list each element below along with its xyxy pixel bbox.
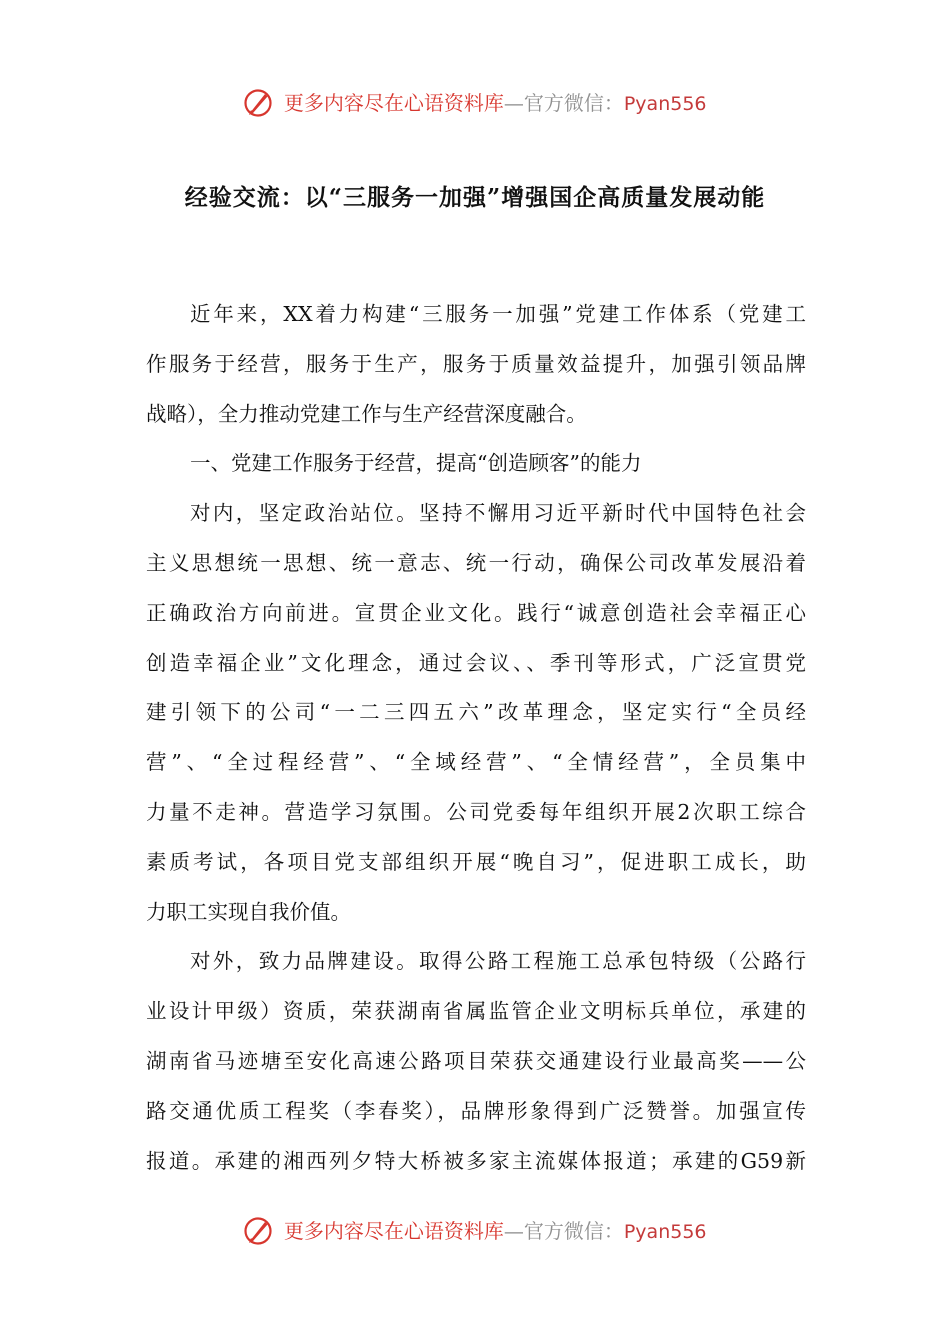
paragraph-line: 战略），全力推动党建工作与生产经营深度融合。 [146,401,587,426]
paragraph-line: 营”、“全过程经营”、“全域经营”、“全情经营”，全员集中 [146,750,806,775]
banner-dash: — [503,1219,524,1243]
paragraph-line: 素质考试，各项目党支部组织开展“晚自习”，促进职工成长，助 [146,849,806,874]
paragraph-line: 力量不走神。营造学习氛围。公司党委每年组织开展2次职工综合 [146,799,806,824]
quill-pen-logo-icon [243,88,273,118]
paragraph-line: 湖南省马迹塘至安化高速公路项目荣获交通建设行业最高奖——公 [146,1048,806,1073]
paragraph-line: 业设计甲级）资质，荣获湖南省属监管企业文明标兵单位，承建的 [146,999,806,1024]
banner-wechat-id: Pyan556 [623,1221,707,1243]
paragraph-line: 对外，致力品牌建设。取得公路工程施工总承包特级（公路行 [190,949,806,974]
paragraph-line: 创造幸福企业”文化理念，通过会议、、季刊等形式，广泛宣贯党 [146,650,806,675]
paragraph-line: 近年来，XX着力构建“三服务一加强”党建工作体系（党建工 [190,302,806,326]
paragraph-line: 力职工实现自我价值。 [146,899,351,924]
footer-banner [0,1216,950,1248]
paragraph-line: 对内，坚定政治站位。坚持不懈用习近平新时代中国特色社会 [190,501,806,526]
paragraph-line: 主义思想统一思想、统一意志、统一行动，确保公司改革发展沿着 [146,550,806,575]
document-body [146,290,806,1186]
paragraph-line: 路交通优质工程奖（李春奖），品牌形象得到广泛赞誉。加强宣传 [146,1098,806,1123]
document-title: 经验交流：以“三服务一加强”增强国企高质量发展动能 [184,184,766,211]
banner-dash: — [503,91,524,115]
header-banner [0,88,950,120]
section-heading: 一、党建工作服务于经营，提高“创造顾客”的能力 [190,451,642,476]
paragraph-line: 作服务于经营，服务于生产，服务于质量效益提升，加强引领品牌 [146,351,806,376]
quill-pen-logo-icon [243,1216,273,1246]
banner-wechat-id: Pyan556 [623,93,707,115]
paragraph-line: 正确政治方向前进。宣贯企业文化。践行“诚意创造社会幸福正心 [146,600,806,625]
banner-main-text: 更多内容尽在心语资料库 [283,91,504,115]
paragraph-line: 报道。承建的湘西列夕特大桥被多家主流媒体报道；承建的G59新 [146,1148,806,1173]
banner-wechat-label: 官方微信： [523,91,624,115]
banner-main-text: 更多内容尽在心语资料库 [283,1219,504,1243]
paragraph-line: 建引领下的公司“一二三四五六”改革理念，坚定实行“全员经 [146,700,806,725]
banner-wechat-label: 官方微信： [523,1219,624,1243]
